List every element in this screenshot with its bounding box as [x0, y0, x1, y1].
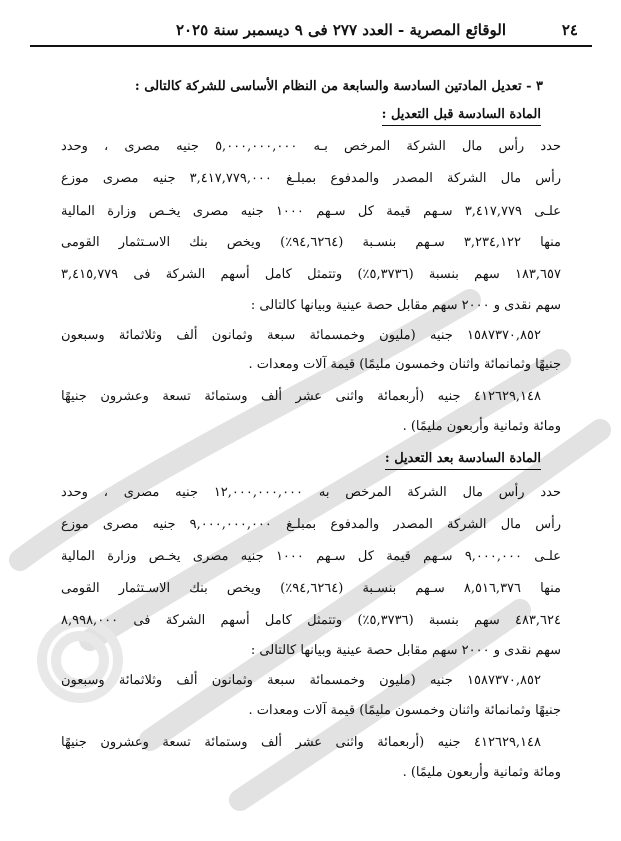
after-heading: المادة السادسة بعد التعديل :: [385, 450, 541, 470]
header-divider: [30, 45, 592, 47]
page-number: ٢٤: [561, 21, 578, 39]
before-line: ٤١٢٦٢٩,١٤٨ جنيه (أربعمائة واثنى عشر ألف وستمائة تسعة وعشرون جنيهًا: [61, 389, 542, 404]
before-line: ١٥٨٧٣٧٠,٨٥٢ جنيه (مليون وخمسمائة سبعة وثمانون ألف وثلاثمائة وسبعون: [61, 328, 541, 343]
before-line: منها ٣,٢٣٤,١٢٢ سـهم بنسـبة (٩٤,٦٢٦٤٪) ويخص بنك الاسـتثمار القومى: [61, 235, 561, 250]
gazette-title: الوقائع المصرية - العدد ٢٧٧ فى ٩ ديسمبر سنة ٢٠٢٥: [175, 21, 506, 39]
before-heading: المادة السادسة قبل التعديل :: [382, 106, 541, 126]
after-line: ١٥٨٧٣٧٠,٨٥٢ جنيه (مليون وخمسمائة سبعة وثمانون ألف وثلاثمائة وسبعون: [61, 673, 541, 688]
after-line: منها ٨,٥١٦,٣٧٦ سـهم بنسـبة (٩٤,٦٢٦٤٪) ويخص بنك الاسـتثمار القومى: [61, 581, 561, 596]
after-line: حدد رأس مال الشركة المرخص به ١٢,٠٠٠,٠٠٠,٠٠٠ جنيه مصرى ، وحدد: [61, 485, 561, 500]
before-line: حدد رأس مال الشركة المرخص بـه ٥,٠٠٠,٠٠٠,٠٠٠ جنيه مصرى ، وحدد: [61, 139, 561, 154]
after-line: جنيهًا وثمانمائة واثنان وخمسون مليمًا) قيمة آلات ومعدات .: [248, 703, 561, 718]
section-title: ٣ - تعديل المادتين السادسة والسابعة من النظام الأساسى للشركة كالتالى :: [134, 79, 543, 94]
before-line: سهم نقدى و ٢٠٠٠ سهم مقابل حصة عينية وبيانها كالتالى :: [250, 298, 561, 313]
after-line: سهم نقدى و ٢٠٠٠ سهم مقابل حصة عينية وبيانها كالتالى :: [250, 643, 561, 658]
before-line: علـى ٣,٤١٧,٧٧٩ سـهم قيمة كل سـهم ١٠٠٠ جنيه مصرى يخـص وزارة المالية: [61, 204, 561, 219]
before-line: ١٨٣,٦٥٧ سهم بنسبة (٥,٣٧٣٦٪) وتتمثل كامل أسهم الشركة فى ٣,٤١٥,٧٧٩: [61, 267, 561, 282]
after-line: ٤١٢٦٢٩,١٤٨ جنيه (أربعمائة واثنى عشر ألف وستمائة تسعة وعشرون جنيهًا: [61, 735, 542, 750]
page-header: [30, 18, 592, 44]
after-line: ٤٨٣,٦٢٤ سهم بنسبة (٥,٣٧٣٦٪) وتتمثل كامل أسهم الشركة فى ٨,٩٩٨,٠٠٠: [61, 613, 561, 628]
after-line: رأس مال الشركة المصدر والمدفوع بمبلـغ ٩,٠٠٠,٠٠٠,٠٠٠ جنيه مصرى موزع: [61, 517, 561, 532]
after-line: علـى ٩,٠٠٠,٠٠٠ سـهم قيمة كل سـهم ١٠٠٠ جنيه مصرى يخـص وزارة المالية: [61, 549, 561, 564]
before-line: رأس مال الشركة المصدر والمدفوع بمبلـغ ٣,٤١٧,٧٧٩,٠٠٠ جنيه مصرى موزع: [61, 171, 561, 186]
after-line: ومائة وثمانية وأربعون مليمًا) .: [402, 765, 561, 780]
before-line: ومائة وثمانية وأربعون مليمًا) .: [402, 419, 561, 434]
before-line: جنيهًا وثمانمائة واثنان وخمسون مليمًا) قيمة آلات ومعدات .: [248, 357, 561, 372]
